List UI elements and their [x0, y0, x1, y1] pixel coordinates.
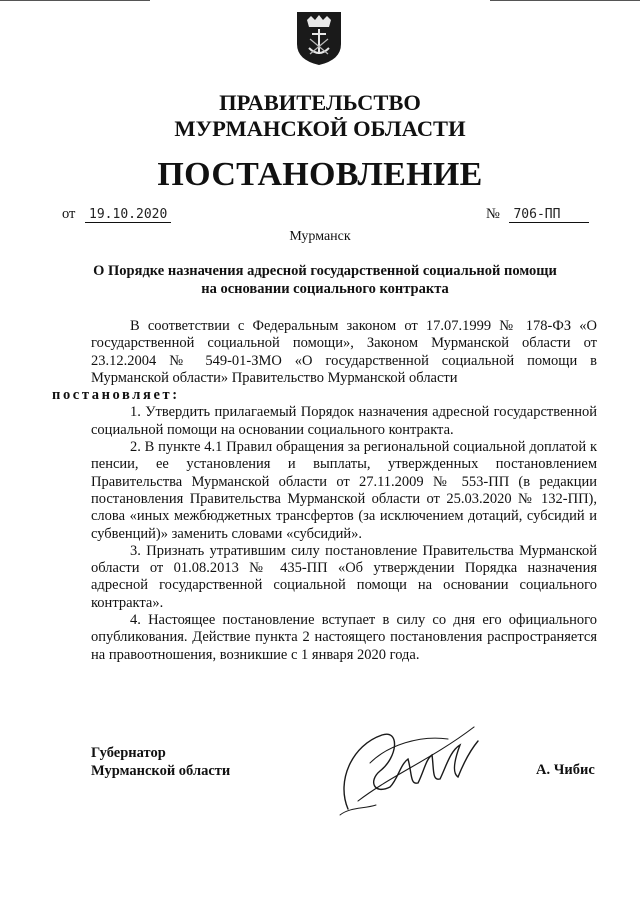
intro-paragraph: [52, 318, 597, 404]
date-prefix: от: [62, 206, 76, 222]
government-title-line1: ПРАВИТЕЛЬСТВО: [219, 90, 421, 115]
document-subject: [80, 262, 570, 298]
paragraph-1: 1. Утвердить прилагаемый Порядок назначения адресной государственной социальной помощи на основании социального контракта.: [91, 404, 597, 438]
paragraph-2: 2. В пункте 4.1 Правил обращения за региональной социальной доплатой к пенсии, ее установления и выплаты, утвержденных постановлением Правительства Мурманской области от 27.11.2009 № 553-ПП (в редакции постановления Правительства Мурманской области от 25.03.2020 № 132-ПП), слова «иных межбюджетных трансфертов (за исключением дотаций, субсидий и субвенций)» заменить словами «субсидий».: [91, 439, 597, 542]
intro-text: В соответствии с Федеральным законом от 17.07.1999 № 178-ФЗ «О государственной социальной помощи», Законом Мурманской области от 23.12.2004 № 549-01-ЗМО «О государственной социальной помощи в Мурманской области» Правительство Мурманской области: [91, 318, 597, 386]
signatory-name: А. Чибис: [536, 762, 595, 778]
scan-edge-right: [490, 0, 640, 1]
document-body: [52, 318, 597, 664]
paragraph-3: 3. Признать утратившим силу постановление Правительства Мурманской области от 01.08.2013 № 435-ПП «Об утверждении Порядка назначения адресной государственной социальной помощи на основании социального контракта».: [91, 542, 597, 611]
coat-of-arms-icon: [295, 10, 343, 66]
scan-edge-left: [0, 0, 150, 1]
position-line2: Мурманской области: [91, 763, 231, 779]
subject-line2: на основании социального контракта: [201, 281, 449, 297]
date-value: 19.10.2020: [85, 207, 171, 223]
number-prefix: №: [486, 206, 500, 222]
paragraph-4: 4. Настоящее постановление вступает в силу со дня его официального опубликования. Действие пункта 2 настоящего постановления распространяется на правоотношения, возникшие с 1 января 2020 года.: [91, 612, 597, 663]
date-field: [62, 206, 171, 223]
subject-line1: О Порядке назначения адресной государственной социальной помощи: [93, 263, 557, 279]
document-type: ПОСТАНОВЛЕНИЕ: [157, 156, 483, 193]
number-field: [486, 206, 589, 223]
decree-word: постановляет:: [52, 387, 180, 404]
position-line1: Губернатор: [91, 745, 166, 761]
government-title-line2: МУРМАНСКОЙ ОБЛАСТИ: [174, 116, 466, 141]
handwritten-signature: [328, 705, 488, 825]
number-value: 706-ПП: [509, 207, 589, 223]
city: Мурманск: [289, 229, 351, 244]
signatory-position: [91, 744, 230, 780]
